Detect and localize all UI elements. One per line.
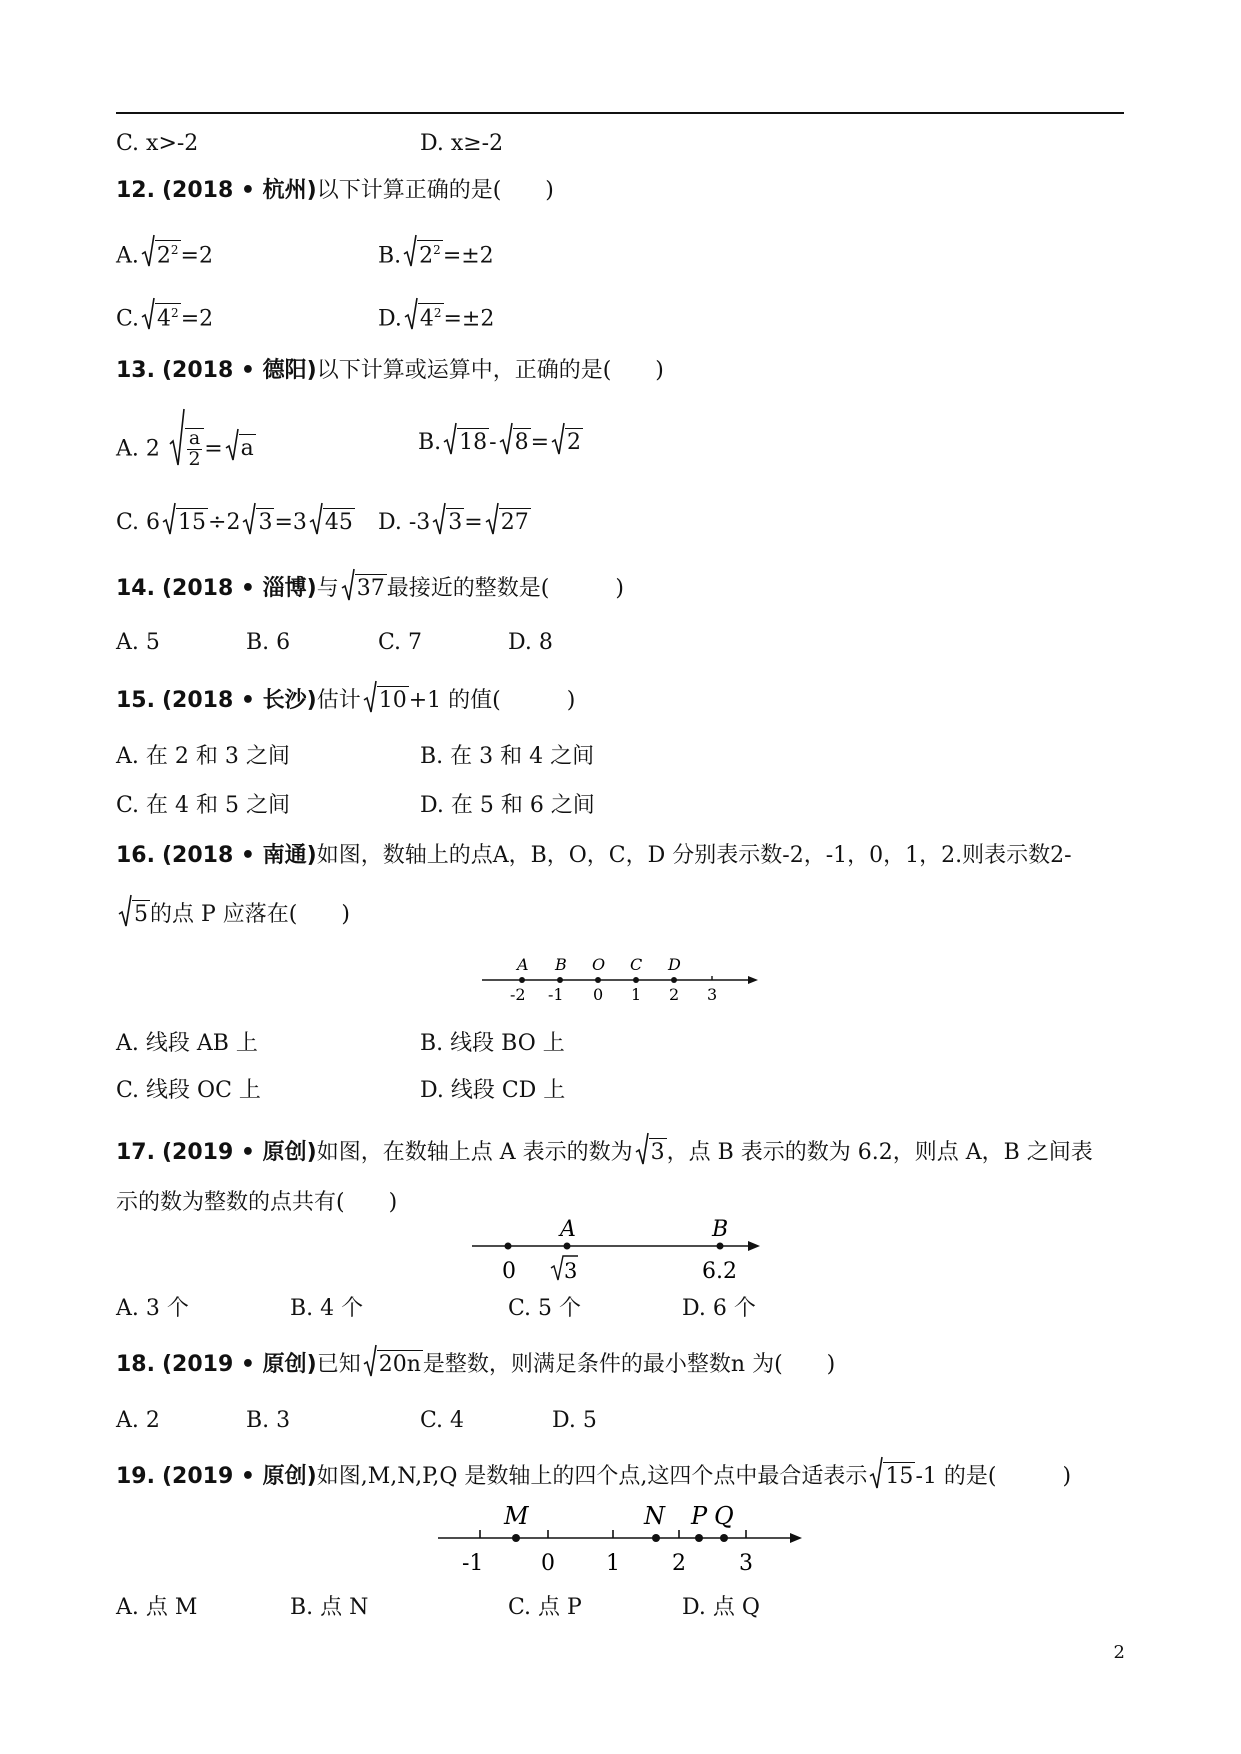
q19-stem-1: 如图,M,N,P,Q 是数轴上的四个点,这四个点中最合适表示: [316, 1464, 868, 1489]
q18-post: 是整数，则满足条件的最小整数n 为( ): [422, 1352, 836, 1377]
label-q: Q: [714, 1502, 734, 1530]
q12-a-exponent: 2: [170, 243, 179, 257]
q16-option-d: D. 线段 CD 上: [420, 1078, 566, 1103]
q12-b-exponent: 2: [433, 243, 441, 257]
q11-option-c: C. x>-2: [116, 131, 199, 156]
q14-source: (2018 • 淄博): [161, 576, 317, 601]
sqrt-symbol: [869, 1462, 915, 1488]
q13-a-numerator: a: [188, 427, 201, 449]
sqrt-symbol: [169, 428, 204, 470]
q16-number: 16.: [116, 843, 155, 868]
q18-radicand: 20n: [378, 1352, 421, 1377]
point-b: [557, 977, 563, 983]
q13-b-radicand-3: 2: [567, 430, 582, 455]
q18-pre: 已知: [316, 1352, 361, 1377]
q17-source: (2019 • 原创): [161, 1140, 317, 1165]
q12-stem-text: 以下计算正确的是( ): [316, 178, 554, 203]
q15-number: 15.: [116, 688, 155, 713]
q12-d-exponent: 2: [433, 306, 442, 320]
sqrt-symbol: [242, 508, 274, 534]
q14-pre: 与: [316, 576, 339, 601]
q13-b-radicand-1: 18: [459, 430, 488, 455]
q17-option-d: D. 6 个: [682, 1296, 756, 1321]
q18-source: (2019 • 原创): [161, 1352, 317, 1377]
q17-stem: [116, 1138, 1093, 1164]
sqrt-symbol: [404, 303, 444, 330]
q12-number: 12.: [116, 178, 155, 203]
sqrt-symbol: [363, 686, 409, 712]
q16-stem: [116, 845, 1072, 867]
point-origin: [505, 1243, 512, 1250]
q13-b-radicand-2: 8: [514, 430, 529, 455]
q16-stem-2: 的点 P 应落在( ): [150, 902, 350, 927]
sqrt-symbol: [551, 428, 583, 454]
q17-stem-1: 如图，在数轴上点 A 表示的数为: [316, 1140, 633, 1165]
q17-radicand: 3: [650, 1140, 665, 1165]
sqrt-symbol: [341, 574, 387, 600]
q12-b-rest: =±2: [442, 243, 494, 269]
label-b: B: [712, 1218, 729, 1242]
tick-label-2: 2: [669, 985, 680, 1004]
tick-label-0: 0: [502, 1259, 516, 1284]
tick-label-neg1: -1: [462, 1551, 484, 1576]
q13-option-c: [116, 508, 355, 534]
q19-stem-2: -1 的是( ): [915, 1464, 1072, 1489]
q12-option-d: [378, 303, 494, 330]
point-m: [512, 1534, 520, 1542]
q15-option-b: B. 在 3 和 4 之间: [420, 744, 595, 769]
q14-option-d: D. 8: [508, 630, 553, 655]
sqrt-symbol: [118, 900, 150, 926]
axis-arrow: [790, 1533, 802, 1543]
tick-label-neg1: -1: [548, 985, 564, 1004]
sqrt-symbol: [162, 508, 208, 534]
sqrt-symbol: [499, 428, 531, 454]
tick-label-0: 0: [593, 985, 604, 1004]
sqrt-symbol: [141, 240, 181, 267]
sqrt-symbol: [309, 508, 355, 534]
sqrt-symbol: [403, 240, 443, 267]
q13-c-label: C. 6: [116, 510, 161, 535]
q16-stem-1: 如图，数轴上的点A，B，O，C，D 分别表示数-2，-1，0，1，2.则表示数2-: [316, 843, 1072, 868]
tick-label-3: 3: [739, 1551, 753, 1576]
point-n: [652, 1534, 660, 1542]
q18-option-c: C. 4: [420, 1408, 465, 1433]
q12-c-radicand: 4: [157, 306, 172, 332]
q13-d-radicand-2: 27: [500, 510, 529, 535]
q14-option-a: A. 5: [116, 630, 160, 655]
q12-a-radicand: 2: [156, 243, 171, 269]
q16-source: (2018 • 南通): [161, 843, 317, 868]
q19-source: (2019 • 原创): [161, 1464, 317, 1489]
tick-label-neg2: -2: [510, 985, 526, 1004]
q17-option-c: C. 5 个: [508, 1296, 582, 1321]
label-b: B: [555, 955, 567, 974]
q15-option-d: D. 在 5 和 6 之间: [420, 793, 595, 818]
label-c: C: [630, 955, 643, 974]
q12-c-exponent: 2: [171, 306, 179, 320]
q16-option-a: A. 线段 AB 上: [116, 1031, 258, 1056]
q17-option-b: B. 4 个: [290, 1296, 364, 1321]
q18-option-b: B. 3: [246, 1408, 291, 1433]
q13-c-equals: =3: [274, 510, 307, 535]
tick-label-3: 3: [707, 985, 718, 1004]
tick-label-sqrt3: 3: [564, 1259, 578, 1283]
q18-option-a: A. 2: [116, 1408, 160, 1433]
q13-c-operator: ÷2: [208, 510, 241, 535]
q19-option-b: B. 点 N: [290, 1595, 369, 1620]
label-m: M: [504, 1502, 529, 1530]
q18-number: 18.: [116, 1352, 155, 1377]
sqrt-symbol: [432, 508, 464, 534]
tick-label-2: 2: [672, 1551, 686, 1576]
q14-stem: [116, 574, 624, 600]
sqrt-symbol: [225, 434, 256, 460]
point-o: [595, 977, 601, 983]
q12-d-label: D.: [378, 306, 402, 332]
label-a: A: [517, 955, 529, 974]
label-a: A: [560, 1218, 576, 1242]
q19-number: 19.: [116, 1464, 155, 1489]
q12-a-label: A.: [116, 243, 139, 269]
q19-option-a: A. 点 M: [116, 1595, 198, 1620]
q19-number-line: [436, 1500, 806, 1580]
point-d: [671, 977, 677, 983]
q11-option-d: D. x≥-2: [420, 131, 504, 156]
q12-source: (2018 • 杭州): [161, 178, 317, 203]
q13-stem: [116, 360, 664, 382]
q13-d-radicand-1: 3: [448, 510, 463, 535]
q12-d-rest: =±2: [443, 306, 495, 332]
q13-c-radicand-2: 3: [258, 510, 273, 535]
q12-d-radicand: 4: [419, 306, 434, 332]
label-p: P: [691, 1502, 708, 1530]
header-rule: [116, 112, 1124, 114]
q16-radicand: 5: [134, 902, 148, 927]
q12-option-a: [116, 240, 213, 267]
q13-a-radicand: a: [240, 436, 254, 462]
q14-radicand: 37: [356, 576, 385, 601]
q15-stem: [116, 686, 575, 712]
q18-stem: [116, 1350, 835, 1376]
sqrt-symbol: [443, 428, 489, 454]
q13-a-denominator: 2: [188, 447, 201, 470]
sqrt-symbol: [363, 1350, 423, 1376]
q12-b-radicand: 2: [419, 243, 434, 269]
q15-source: (2018 • 长沙): [161, 688, 317, 713]
point-b: [717, 1243, 724, 1250]
q13-a-fraction: [187, 429, 202, 470]
point-a: [564, 1243, 571, 1250]
axis-arrow: [748, 976, 758, 984]
q19-stem: [116, 1462, 1071, 1488]
axis-arrow: [748, 1241, 760, 1251]
q13-d-equals: =: [464, 510, 483, 535]
q14-option-b: B. 6: [246, 630, 291, 655]
q15-post: +1 的值( ): [408, 688, 576, 713]
q19-option-c: C. 点 P: [508, 1595, 582, 1620]
point-p: [695, 1534, 703, 1542]
label-d: D: [668, 955, 681, 974]
sqrt-symbol: [485, 508, 531, 534]
q18-option-d: D. 5: [552, 1408, 597, 1433]
q13-c-radicand-1: 15: [178, 510, 207, 535]
label-n: N: [644, 1502, 665, 1530]
q15-pre: 估计: [316, 688, 361, 713]
q15-option-a: A. 在 2 和 3 之间: [116, 744, 290, 769]
tick-label-6-2: 6.2: [702, 1259, 737, 1284]
q13-option-d: [378, 508, 531, 534]
q15-option-c: C. 在 4 和 5 之间: [116, 793, 291, 818]
q13-b-label: B.: [418, 430, 442, 455]
q17-number: 17.: [116, 1140, 155, 1165]
tick-label-1: 1: [631, 985, 642, 1004]
point-c: [633, 977, 639, 983]
q13-a-equals: =: [204, 436, 223, 462]
label-o: O: [592, 955, 606, 974]
q17-stem-line3: 示的数为整数的点共有( ): [116, 1190, 398, 1215]
q12-b-label: B.: [378, 243, 402, 269]
tick-label-1: 1: [606, 1551, 620, 1576]
q14-number: 14.: [116, 576, 155, 601]
q16-number-line: [480, 950, 760, 1010]
q12-c-label: C.: [116, 306, 140, 332]
q15-radicand: 10: [378, 688, 407, 713]
q13-number: 13.: [116, 358, 155, 383]
q13-b-operator: -: [489, 430, 497, 455]
q16-option-b: B. 线段 BO 上: [420, 1031, 565, 1056]
point-a: [519, 977, 525, 983]
sqrt-symbol: [141, 303, 181, 330]
point-q: [720, 1534, 728, 1542]
q16-option-c: C. 线段 OC 上: [116, 1078, 261, 1103]
q14-option-c: C. 7: [378, 630, 423, 655]
q17-stem-2: ，点 B 表示的数为 6.2，则点 A，B 之间表: [666, 1140, 1093, 1165]
q17-option-a: A. 3 个: [116, 1296, 189, 1321]
q13-a-label: A. 2: [116, 436, 160, 462]
q13-d-label: D. -3: [378, 510, 431, 535]
q13-c-radicand-3: 45: [324, 510, 353, 535]
q12-c-rest: =2: [180, 306, 214, 332]
q13-stem-text: 以下计算或运算中，正确的是( ): [316, 358, 664, 383]
sqrt-symbol: [635, 1138, 667, 1164]
q19-radicand: 15: [885, 1464, 914, 1489]
page-number: 2: [1113, 1642, 1125, 1663]
q13-source: (2018 • 德阳): [161, 358, 317, 383]
q13-option-a: [116, 428, 256, 470]
q16-stem-line2: [116, 900, 350, 926]
q12-option-b: [378, 240, 494, 267]
q12-a-rest: =2: [180, 243, 213, 269]
q12-option-c: [116, 303, 213, 330]
q12-stem: [116, 180, 554, 202]
tick-label-0: 0: [541, 1551, 555, 1576]
q13-option-b: [418, 428, 583, 454]
q13-b-equals: =: [530, 430, 550, 455]
q17-number-line: [470, 1218, 760, 1288]
q19-option-d: D. 点 Q: [682, 1595, 760, 1620]
q14-post: 最接近的整数是( ): [386, 576, 624, 601]
